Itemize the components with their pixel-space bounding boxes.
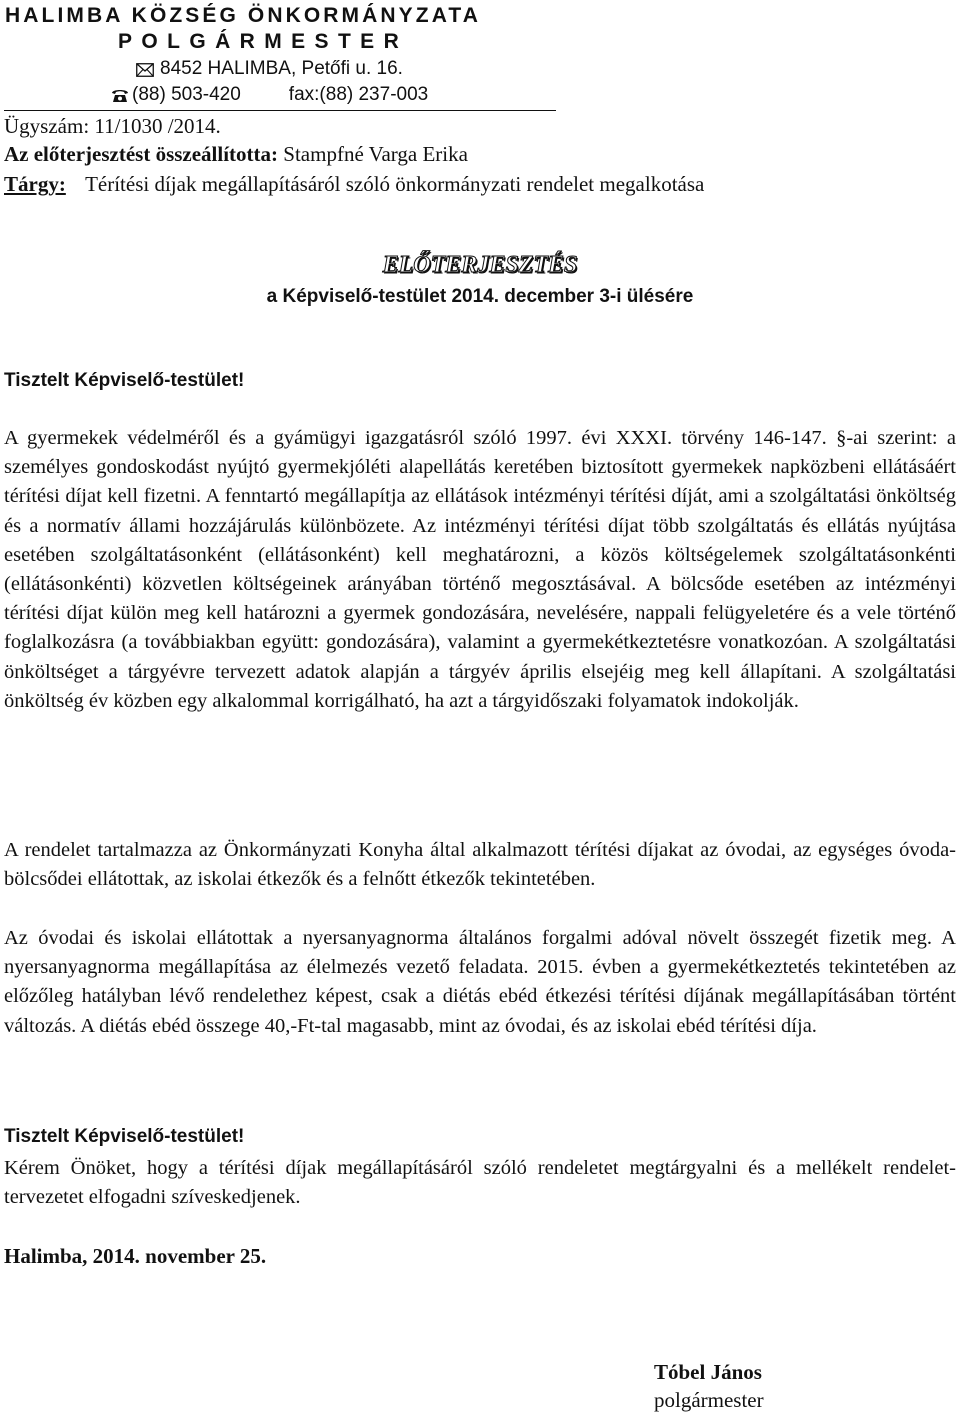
contact-line [110, 84, 428, 109]
paragraph-legal-basis: A gyermekek védelméről és a gyámügyi igazgatásról szóló 1997. évi XXXI. törvény 146-147. §-ai szerint: a személyes gondoskodást nyújtó gyermekjóléti alapellátás keretében biztosított gyermekek napközbeni ellátásáért térítési díjat kell fizetni. A fenntartó megállapítja az ellátások intézményi térítési díját, ami a szolgáltatási önköltség és a normatív állami hozzájárulás különbözete. Az intézményi térítési díjat több szolgáltatás és ellátás nyújtása esetében szolgáltatásonként (ellátásonként) kell meghatározni, a közös költségelemek szolgáltatásonkénti (ellátásonkénti) közvetlen költségeinek arányában történő megosztásával. A bölcsőde esetében az intézményi térítési díjat külön meg kell határozni a gyermek gondozására, nevelésére, nappali felügyeletére és a vele történő foglalkozásra (a továbbiakban együtt: gondozására), valamint a gyermekétkeztetésre vonatkozóan. A szolgáltatási önköltséget a tárgyévre tervezett adatok alapján a tárgyév április elsejéig meg kell állapítani. A szolgáltatási önköltség év közben egy alkalommal korrigálható, ha azt a tárgyidőszaki folyamatok indokolják. [4, 427, 956, 712]
document-subtitle: a Képviselő-testület 2014. december 3-i ülésére [266, 286, 694, 307]
case-number-line [4, 114, 221, 139]
subject-label: Tárgy: [4, 172, 66, 196]
paragraph-regulation-scope: A rendelet tartalmazza az Önkormányzati Konyha által alkalmazott térítési díjakat az óvodai, az egységes óvoda-bölcsődei ellátottak, az iskolai étkezők és a felnőtt étkezők tekintetében. [4, 839, 956, 891]
address-line [136, 58, 403, 83]
prepared-by-label: Az előterjesztést összeállította: [4, 142, 279, 166]
subject-line [4, 172, 704, 197]
phone-text: (88) 503-420 [132, 84, 241, 105]
paragraph-request: Kérem Önöket, hogy a térítési díjak megállapításáról szóló rendeletet megtárgyalni és a mellékelt rendelet-tervezetet elfogadni szíveskedjenek. [4, 1157, 956, 1209]
office-name: POLGÁRMESTER [118, 30, 409, 53]
date-line: Halimba, 2014. november 25. [4, 1244, 267, 1268]
case-number: 11/1030 /2014. [94, 114, 221, 138]
telephone-icon [110, 87, 130, 109]
fax-text: fax:(88) 237-003 [288, 84, 429, 105]
paragraph-fee-details: Az óvodai és iskolai ellátottak a nyersanyagnorma általános forgalmi adóval növelt összegét fizetik meg. A nyersanyagnorma megállapítása az élelmezés vezető feladata. 2015. évben a gyermekétkeztetés tekintetében az előzőleg hatályban lévő rendelethez képest, csak a diétás ebéd étkezési térítési díjának megállapításában történt változás. A diétás ebéd összege 40,-Ft-tal magasabb, mint az óvodai, és az iskolai ebéd térítési díja. [4, 927, 956, 1037]
signer-name: Tóbel János [654, 1360, 762, 1384]
envelope-icon [136, 61, 154, 83]
prepared-by-line [4, 142, 468, 167]
address-text: 8452 HALIMBA, Petőfi u. 16. [160, 58, 403, 79]
closing-salutation: Tisztelt Képviselő-testület! [4, 1126, 245, 1147]
subject-text: Térítési díjak megállapításáról szóló önkormányzati rendelet megalkotása [85, 172, 705, 196]
case-number-label: Ügyszám: [4, 114, 90, 138]
signature-block [654, 1358, 764, 1414]
salutation: Tisztelt Képviselő-testület! [4, 370, 245, 391]
authority-name: HALIMBA KÖZSÉG ÖNKORMÁNYZATA [5, 4, 482, 27]
header-divider [4, 110, 556, 111]
document-title: ELŐTERJESZTÉS [382, 252, 578, 278]
signer-role: polgármester [654, 1388, 764, 1412]
prepared-by: Stampfné Varga Erika [283, 142, 468, 166]
